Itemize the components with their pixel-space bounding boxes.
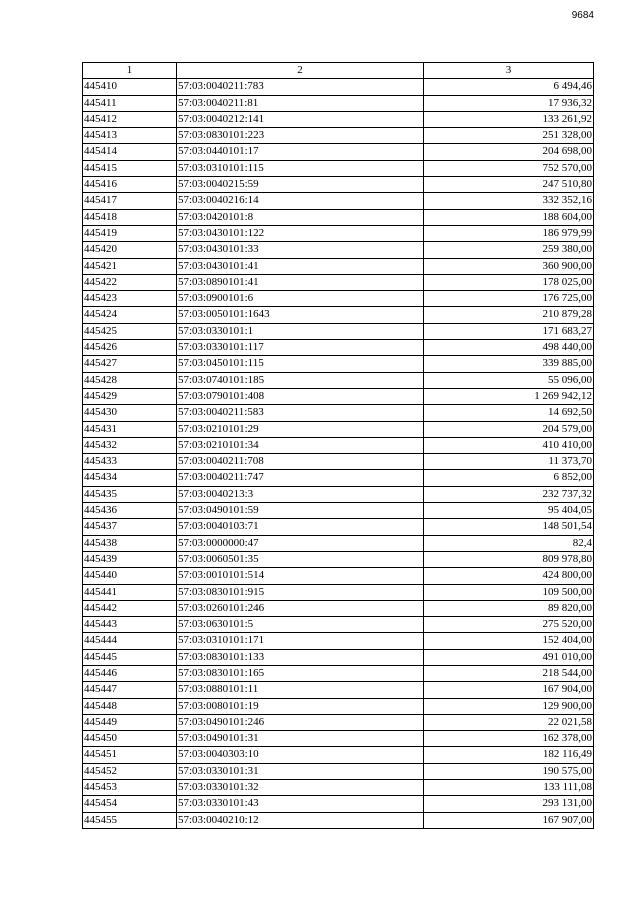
header-row — [83, 63, 594, 79]
cadastral-number-cell: 57:03:0330101:1 — [177, 323, 424, 339]
cadastral-number-cell: 57:03:0740101:185 — [177, 372, 424, 388]
table-body — [83, 79, 594, 829]
registry-table — [82, 62, 594, 829]
value-cell: 293 131,00 — [424, 796, 594, 812]
value-cell: 95 404,05 — [424, 503, 594, 519]
cadastral-number-cell: 57:03:0490101:31 — [177, 731, 424, 747]
row-number-cell: 445424 — [83, 307, 177, 323]
row-number-cell: 445420 — [83, 242, 177, 258]
value-cell: 14 692,50 — [424, 405, 594, 421]
row-number-cell: 445446 — [83, 665, 177, 681]
value-cell: 6 494,46 — [424, 79, 594, 95]
value-cell: 752 570,00 — [424, 160, 594, 176]
row-number-cell: 445412 — [83, 111, 177, 127]
row-number-cell: 445421 — [83, 258, 177, 274]
row-number-cell: 445452 — [83, 763, 177, 779]
value-cell: 148 501,54 — [424, 519, 594, 535]
cadastral-number-cell: 57:03:0900101:6 — [177, 291, 424, 307]
cadastral-number-cell: 57:03:0040211:708 — [177, 454, 424, 470]
cadastral-number-cell: 57:03:0040212:141 — [177, 111, 424, 127]
row-number-cell: 445455 — [83, 812, 177, 828]
cadastral-number-cell: 57:03:0040211:783 — [177, 79, 424, 95]
cadastral-number-cell: 57:03:0310101:171 — [177, 633, 424, 649]
row-number-cell: 445422 — [83, 274, 177, 290]
cadastral-number-cell: 57:03:0210101:34 — [177, 437, 424, 453]
row-number-cell: 445454 — [83, 796, 177, 812]
value-cell: 167 904,00 — [424, 682, 594, 698]
value-cell: 55 096,00 — [424, 372, 594, 388]
cadastral-number-cell: 57:03:0330101:31 — [177, 763, 424, 779]
cadastral-number-cell: 57:03:0040215:59 — [177, 177, 424, 193]
value-cell: 1 269 942,12 — [424, 388, 594, 404]
table-row — [83, 177, 594, 193]
row-number-cell: 445428 — [83, 372, 177, 388]
table-row — [83, 225, 594, 241]
value-cell: 251 328,00 — [424, 128, 594, 144]
row-number-cell: 445413 — [83, 128, 177, 144]
value-cell: 210 879,28 — [424, 307, 594, 323]
cadastral-number-cell: 57:03:0060501:35 — [177, 551, 424, 567]
value-cell: 410 410,00 — [424, 437, 594, 453]
cadastral-number-cell: 57:03:0830101:915 — [177, 584, 424, 600]
table-row — [83, 388, 594, 404]
row-number-cell: 445440 — [83, 568, 177, 584]
table-row — [83, 747, 594, 763]
table-row — [83, 486, 594, 502]
value-cell: 259 380,00 — [424, 242, 594, 258]
cadastral-number-cell: 57:03:0010101:514 — [177, 568, 424, 584]
cadastral-number-cell: 57:03:0330101:117 — [177, 340, 424, 356]
row-number-cell: 445442 — [83, 600, 177, 616]
row-number-cell: 445418 — [83, 209, 177, 225]
cadastral-number-cell: 57:03:0490101:246 — [177, 714, 424, 730]
value-cell: 171 683,27 — [424, 323, 594, 339]
row-number-cell: 445430 — [83, 405, 177, 421]
value-cell: 176 725,00 — [424, 291, 594, 307]
value-cell: 424 800,00 — [424, 568, 594, 584]
table-row — [83, 307, 594, 323]
value-cell: 167 907,00 — [424, 812, 594, 828]
cadastral-number-cell: 57:03:0830101:133 — [177, 649, 424, 665]
cadastral-number-cell: 57:03:0040303:10 — [177, 747, 424, 763]
value-cell: 6 852,00 — [424, 470, 594, 486]
row-number-cell: 445416 — [83, 177, 177, 193]
cadastral-number-cell: 57:03:0440101:17 — [177, 144, 424, 160]
table-row — [83, 470, 594, 486]
table-row — [83, 600, 594, 616]
row-number-cell: 445437 — [83, 519, 177, 535]
table-row — [83, 617, 594, 633]
table-row — [83, 340, 594, 356]
table-row — [83, 242, 594, 258]
table-row — [83, 193, 594, 209]
row-number-cell: 445436 — [83, 503, 177, 519]
value-cell: 190 575,00 — [424, 763, 594, 779]
value-cell: 22 021,58 — [424, 714, 594, 730]
value-cell: 11 373,70 — [424, 454, 594, 470]
row-number-cell: 445438 — [83, 535, 177, 551]
row-number-cell: 445417 — [83, 193, 177, 209]
value-cell: 186 979,99 — [424, 225, 594, 241]
table-row — [83, 731, 594, 747]
row-number-cell: 445414 — [83, 144, 177, 160]
row-number-cell: 445426 — [83, 340, 177, 356]
value-cell: 491 010,00 — [424, 649, 594, 665]
table-row — [83, 763, 594, 779]
table-row — [83, 633, 594, 649]
table-row — [83, 209, 594, 225]
value-cell: 339 885,00 — [424, 356, 594, 372]
cadastral-number-cell: 57:03:0040216:14 — [177, 193, 424, 209]
value-cell: 188 604,00 — [424, 209, 594, 225]
cadastral-number-cell: 57:03:0430101:41 — [177, 258, 424, 274]
row-number-cell: 445432 — [83, 437, 177, 453]
cadastral-number-cell: 57:03:0430101:33 — [177, 242, 424, 258]
value-cell: 332 352,16 — [424, 193, 594, 209]
table-row — [83, 128, 594, 144]
table-row — [83, 95, 594, 111]
row-number-cell: 445443 — [83, 617, 177, 633]
cadastral-number-cell: 57:03:0000000:47 — [177, 535, 424, 551]
cadastral-number-cell: 57:03:0890101:41 — [177, 274, 424, 290]
cadastral-number-cell: 57:03:0490101:59 — [177, 503, 424, 519]
row-number-cell: 445425 — [83, 323, 177, 339]
value-cell: 109 500,00 — [424, 584, 594, 600]
table-row — [83, 698, 594, 714]
cadastral-number-cell: 57:03:0830101:165 — [177, 665, 424, 681]
column-header-2: 2 — [177, 63, 424, 79]
cadastral-number-cell: 57:03:0040213:3 — [177, 486, 424, 502]
table-row — [83, 405, 594, 421]
row-number-cell: 445448 — [83, 698, 177, 714]
table-row — [83, 812, 594, 828]
value-cell: 809 978,80 — [424, 551, 594, 567]
value-cell: 162 378,00 — [424, 731, 594, 747]
page-number: 9684 — [571, 10, 594, 21]
row-number-cell: 445447 — [83, 682, 177, 698]
row-number-cell: 445444 — [83, 633, 177, 649]
value-cell: 133 111,08 — [424, 780, 594, 796]
table-row — [83, 568, 594, 584]
table-row — [83, 79, 594, 95]
table-row — [83, 551, 594, 567]
cadastral-number-cell: 57:03:0040211:81 — [177, 95, 424, 111]
row-number-cell: 445415 — [83, 160, 177, 176]
table-row — [83, 144, 594, 160]
value-cell: 232 737,32 — [424, 486, 594, 502]
value-cell: 152 404,00 — [424, 633, 594, 649]
row-number-cell: 445439 — [83, 551, 177, 567]
table-row — [83, 454, 594, 470]
cadastral-number-cell: 57:03:0420101:8 — [177, 209, 424, 225]
cadastral-number-cell: 57:03:0040211:747 — [177, 470, 424, 486]
cadastral-number-cell: 57:03:0050101:1643 — [177, 307, 424, 323]
cadastral-number-cell: 57:03:0430101:122 — [177, 225, 424, 241]
table-row — [83, 649, 594, 665]
row-number-cell: 445433 — [83, 454, 177, 470]
row-number-cell: 445435 — [83, 486, 177, 502]
table-row — [83, 780, 594, 796]
row-number-cell: 445449 — [83, 714, 177, 730]
cadastral-number-cell: 57:03:0450101:115 — [177, 356, 424, 372]
table-row — [83, 584, 594, 600]
table-row — [83, 291, 594, 307]
value-cell: 182 116,49 — [424, 747, 594, 763]
row-number-cell: 445419 — [83, 225, 177, 241]
row-number-cell: 445431 — [83, 421, 177, 437]
table-header — [83, 63, 594, 79]
row-number-cell: 445423 — [83, 291, 177, 307]
cadastral-number-cell: 57:03:0040211:583 — [177, 405, 424, 421]
cadastral-number-cell: 57:03:0260101:246 — [177, 600, 424, 616]
row-number-cell: 445429 — [83, 388, 177, 404]
value-cell: 89 820,00 — [424, 600, 594, 616]
row-number-cell: 445434 — [83, 470, 177, 486]
row-number-cell: 445451 — [83, 747, 177, 763]
cadastral-number-cell: 57:03:0040103:71 — [177, 519, 424, 535]
table-row — [83, 796, 594, 812]
row-number-cell: 445410 — [83, 79, 177, 95]
table-row — [83, 372, 594, 388]
cadastral-number-cell: 57:03:0080101:19 — [177, 698, 424, 714]
row-number-cell: 445453 — [83, 780, 177, 796]
table-row — [83, 111, 594, 127]
cadastral-number-cell: 57:03:0330101:43 — [177, 796, 424, 812]
table-row — [83, 682, 594, 698]
table-row — [83, 421, 594, 437]
cadastral-number-cell: 57:03:0310101:115 — [177, 160, 424, 176]
row-number-cell: 445441 — [83, 584, 177, 600]
value-cell: 17 936,32 — [424, 95, 594, 111]
row-number-cell: 445450 — [83, 731, 177, 747]
column-header-1: 1 — [83, 63, 177, 79]
value-cell: 82,4 — [424, 535, 594, 551]
value-cell: 360 900,00 — [424, 258, 594, 274]
table-row — [83, 323, 594, 339]
value-cell: 218 544,00 — [424, 665, 594, 681]
cadastral-number-cell: 57:03:0630101:5 — [177, 617, 424, 633]
table-row — [83, 519, 594, 535]
cadastral-number-cell: 57:03:0830101:223 — [177, 128, 424, 144]
table-row — [83, 665, 594, 681]
value-cell: 275 520,00 — [424, 617, 594, 633]
value-cell: 204 698,00 — [424, 144, 594, 160]
row-number-cell: 445411 — [83, 95, 177, 111]
cadastral-number-cell: 57:03:0790101:408 — [177, 388, 424, 404]
cadastral-number-cell: 57:03:0210101:29 — [177, 421, 424, 437]
table-row — [83, 503, 594, 519]
cadastral-number-cell: 57:03:0040210:12 — [177, 812, 424, 828]
table-row — [83, 160, 594, 176]
value-cell: 133 261,92 — [424, 111, 594, 127]
value-cell: 129 900,00 — [424, 698, 594, 714]
cadastral-number-cell: 57:03:0880101:11 — [177, 682, 424, 698]
table-row — [83, 714, 594, 730]
value-cell: 178 025,00 — [424, 274, 594, 290]
row-number-cell: 445445 — [83, 649, 177, 665]
table-row — [83, 535, 594, 551]
table-row — [83, 274, 594, 290]
value-cell: 247 510,80 — [424, 177, 594, 193]
value-cell: 204 579,00 — [424, 421, 594, 437]
table-row — [83, 437, 594, 453]
cadastral-number-cell: 57:03:0330101:32 — [177, 780, 424, 796]
table-row — [83, 258, 594, 274]
column-header-3: 3 — [424, 63, 594, 79]
row-number-cell: 445427 — [83, 356, 177, 372]
table-row — [83, 356, 594, 372]
value-cell: 498 440,00 — [424, 340, 594, 356]
